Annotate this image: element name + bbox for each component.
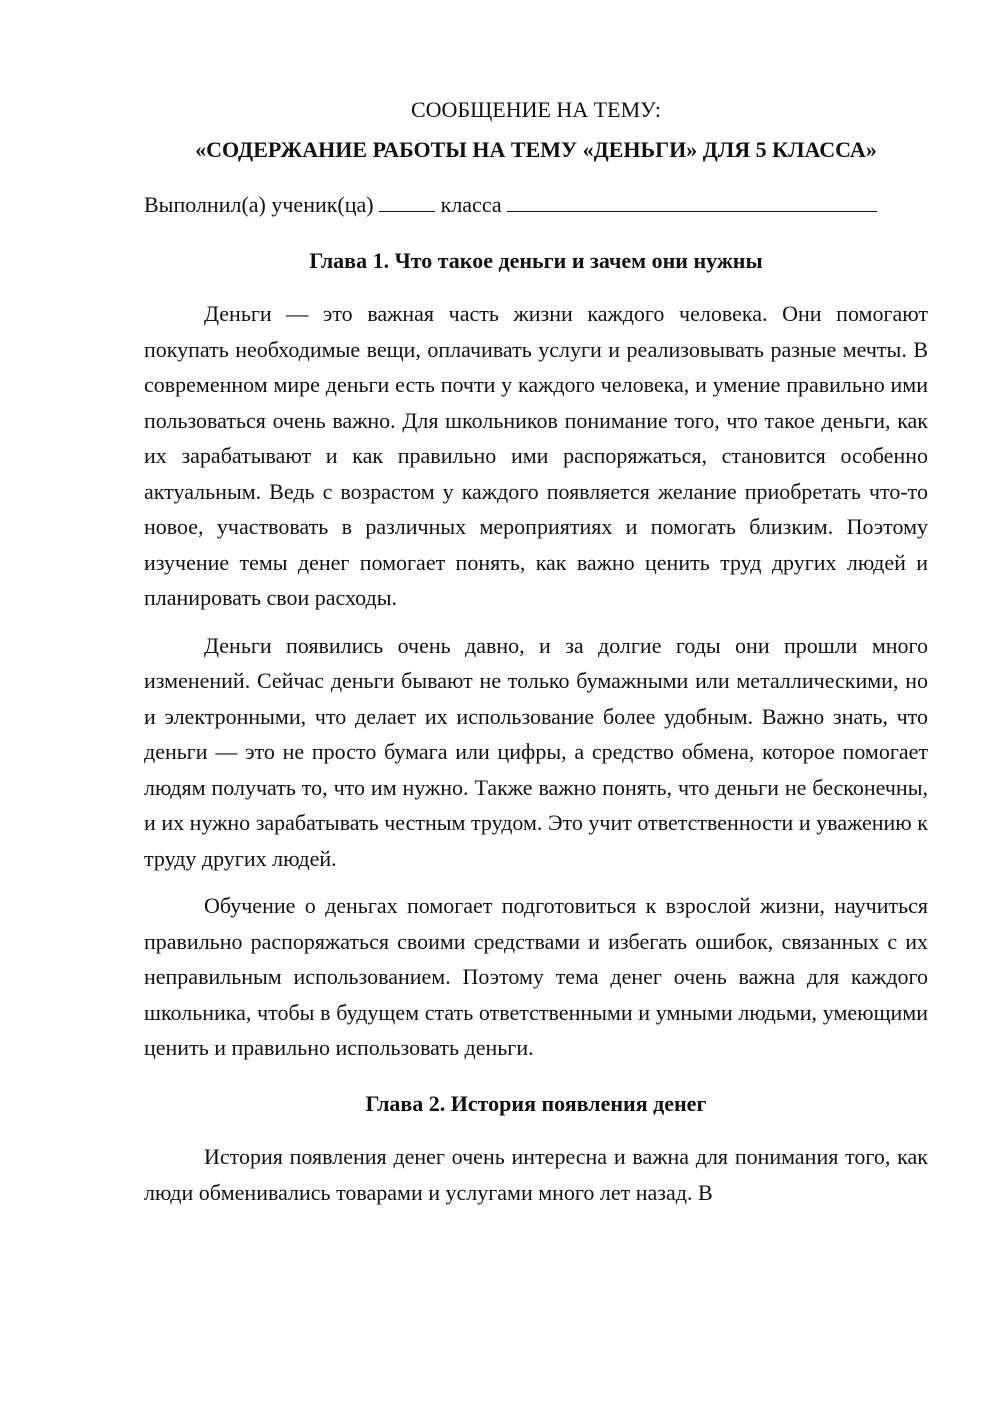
- class-number-blank: [379, 189, 435, 212]
- chapter-2-heading: Глава 2. История появления денег: [365, 1090, 707, 1116]
- performer-line: [144, 187, 928, 223]
- performer-label: Выполнил(а) ученик(ца): [144, 192, 374, 217]
- chapter-1-paragraph-2: Деньги появились очень давно, и за долгие годы они прошли много изменений. Сейчас деньги бывают не только бумажными или металлическими, но и электронными, что делает их использование более удобным. Важно знать, что деньги — это не просто бумага или цифры, а средство обмена, которое помогает людям получать то, что им нужно. Также важно понять, что деньги не бесконечны, и их нужно зарабатывать честным трудом. Это учит ответственности и уважению к труду других людей.: [144, 632, 928, 871]
- chapter-1-paragraph-3: Обучение о деньгах помогает подготовиться к взрослой жизни, научиться правильно распоряжаться своими средствами и избегать ошибок, связанных с их неправильным использованием. Поэтому тема денег очень важна для каждого школьника, чтобы в будущем стать ответственными и умными людьми, умеющими ценить и правильно использовать деньги.: [144, 893, 928, 1060]
- chapter-2-paragraph-1: История появления денег очень интересна и важна для понимания того, как люди обменивались товарами и услугами много лет назад. В: [144, 1144, 928, 1205]
- document-title-line-1: СООБЩЕНИЕ НА ТЕМУ:: [411, 97, 661, 122]
- document-page: [144, 92, 928, 1210]
- chapter-1-heading: Глава 1. Что такое деньги и зачем они нужны: [309, 247, 763, 273]
- class-letter-blank: [507, 189, 877, 212]
- document-title-line-2: «СОДЕРЖАНИЕ РАБОТЫ НА ТЕМУ «ДЕНЬГИ» ДЛЯ 5 КЛАССА»: [195, 136, 877, 162]
- class-label: класса: [440, 192, 502, 217]
- chapter-1-paragraph-1: Деньги — это важная часть жизни каждого человека. Они помогают покупать необходимые вещи, оплачивать услуги и реализовывать разные мечты. В современном мире деньги есть почти у каждого человека, и умение правильно ими пользоваться очень важно. Для школьников понимание того, что такое деньги, как их зарабатывают и как правильно ими распоряжаться, становится особенно актуальным. Ведь с возрастом у каждого появляется желание приобретать что-то новое, участвовать в различных мероприятиях и помогать близким. Поэтому изучение темы денег помогает понять, как важно ценить труд других людей и планировать свои расходы.: [144, 301, 928, 610]
